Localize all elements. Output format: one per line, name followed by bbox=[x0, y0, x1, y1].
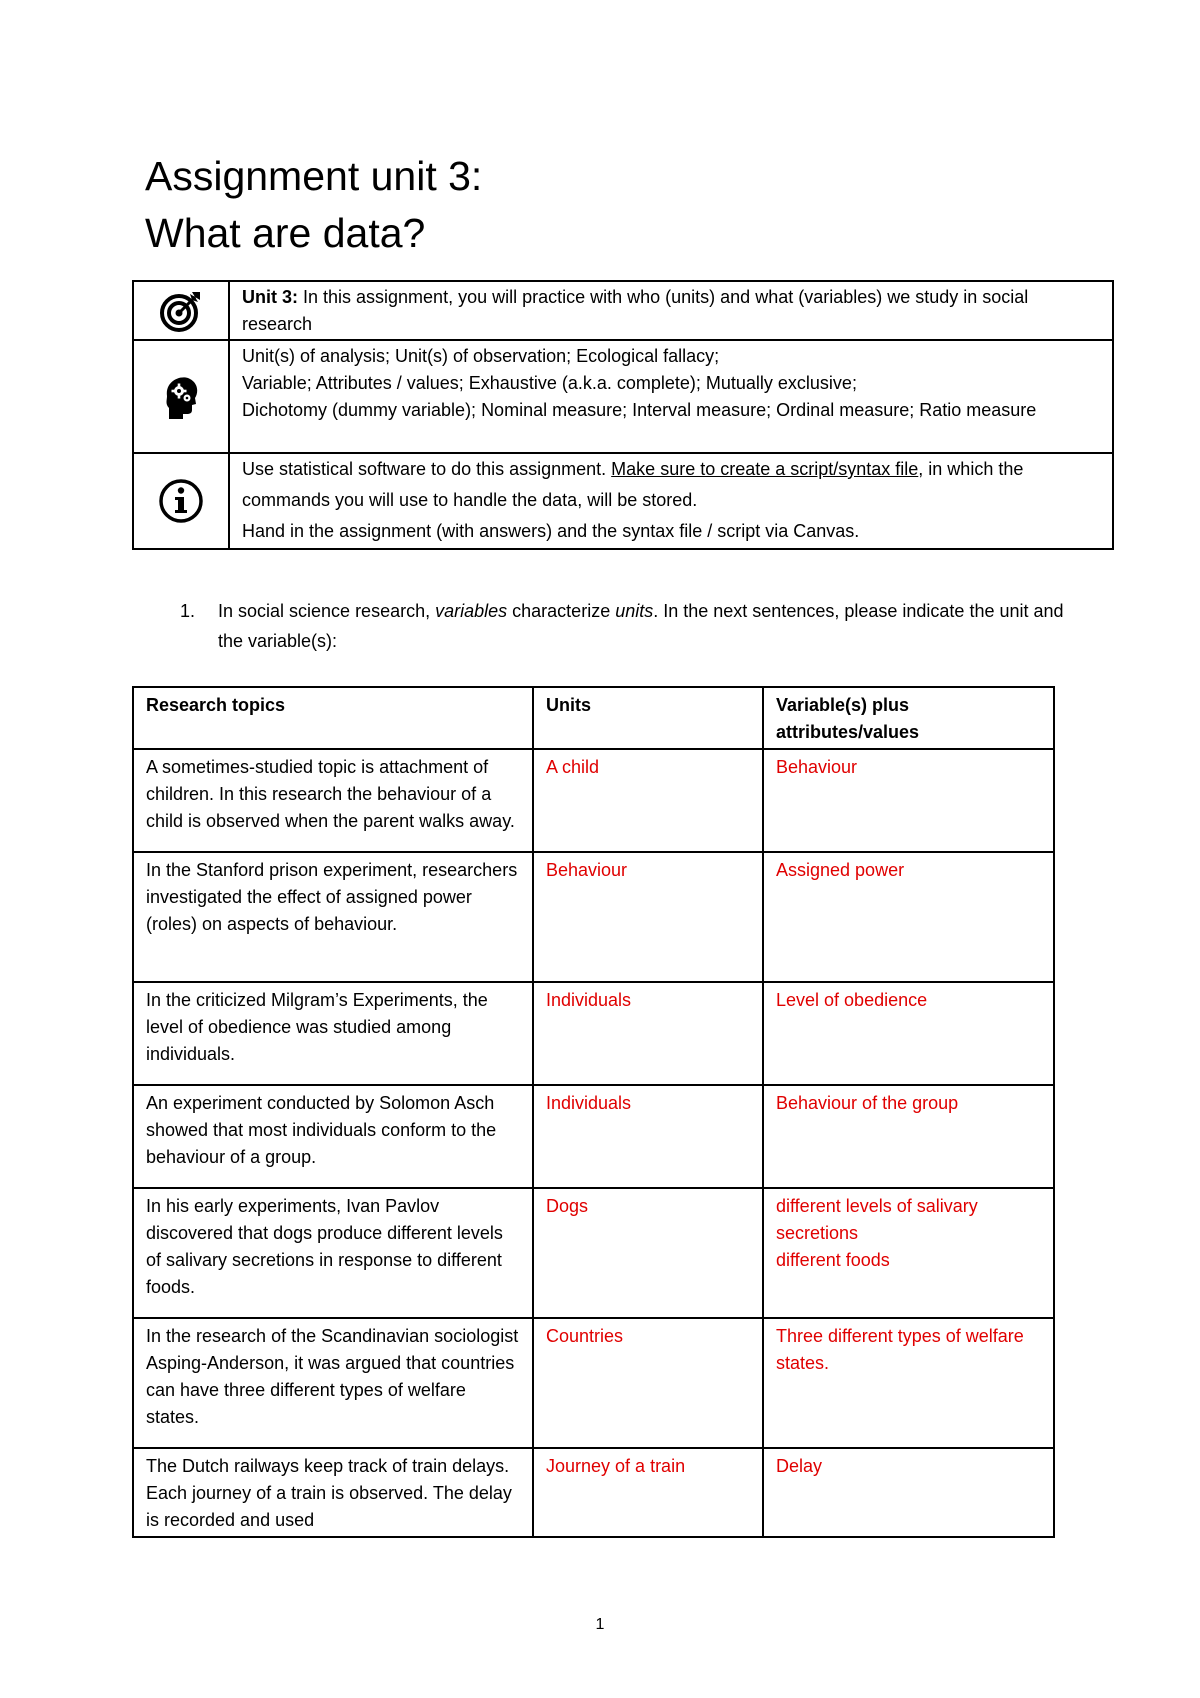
topic-cell: In the research of the Scandinavian sociologist Asping-Anderson, it was argued that countries can have three different types of welfare states. bbox=[133, 1318, 533, 1448]
question-1 bbox=[180, 596, 1080, 656]
header-units: Units bbox=[533, 687, 763, 749]
target-icon bbox=[159, 289, 203, 333]
table-row bbox=[133, 1085, 1054, 1188]
key-concepts bbox=[229, 340, 1113, 453]
instructions bbox=[229, 453, 1113, 549]
page-title bbox=[145, 148, 482, 262]
icon-cell bbox=[133, 453, 229, 549]
variable-answer-cell: Behaviour of the group bbox=[763, 1085, 1054, 1188]
question-part-2: characterize bbox=[507, 601, 616, 621]
variable-answer-cell: Behaviour bbox=[763, 749, 1054, 852]
instructions-line-1 bbox=[242, 454, 1100, 516]
unit-description-text: In this assignment, you will practice with who (units) and what (variables) we study in social research bbox=[242, 287, 1029, 334]
variable-answer-cell: Level of obedience bbox=[763, 982, 1054, 1085]
instructions-text-before: Use statistical software to do this assignment. bbox=[242, 459, 612, 479]
unit-label: Unit 3: bbox=[242, 287, 298, 307]
info-icon bbox=[158, 478, 204, 524]
variable-answer-cell: Delay bbox=[763, 1448, 1054, 1537]
unit-answer-cell: Countries bbox=[533, 1318, 763, 1448]
table-row bbox=[133, 852, 1054, 982]
unit-description bbox=[229, 281, 1113, 340]
topic-cell: In the criticized Milgram’s Experiments, the level of obedience was studied among individuals. bbox=[133, 982, 533, 1085]
question-italic-variables: variables bbox=[435, 601, 508, 621]
icon-cell bbox=[133, 340, 229, 453]
question-part-3: . In the next sentences, please indicate the unit and the variable(s): bbox=[218, 601, 1064, 651]
icon-cell bbox=[133, 281, 229, 340]
instructions-text-after: , in which the commands you will use to handle the data, will be stored. bbox=[242, 459, 1024, 510]
unit-answer-cell: Journey of a train bbox=[533, 1448, 763, 1537]
variable-answer-line: different levels of salivary secretions bbox=[776, 1196, 978, 1243]
variable-answer-line: different foods bbox=[776, 1250, 890, 1270]
page-number: 1 bbox=[595, 1616, 605, 1633]
question-italic-units: units bbox=[615, 601, 654, 621]
title-line-2: What are data? bbox=[145, 210, 426, 256]
variable-answer-cell bbox=[763, 1188, 1054, 1318]
concepts-line-3: Dichotomy (dummy variable); Nominal measure; Interval measure; Ordinal measure; Ratio measure bbox=[242, 400, 1037, 420]
research-table bbox=[132, 686, 1055, 1538]
table-header-row bbox=[133, 687, 1054, 749]
header-variables: Variable(s) plus attributes/values bbox=[763, 687, 1054, 749]
table-row bbox=[133, 749, 1054, 852]
variable-answer-cell: Three different types of welfare states. bbox=[763, 1318, 1054, 1448]
question-number: 1. bbox=[180, 601, 196, 621]
table-row bbox=[133, 1318, 1054, 1448]
unit-answer-cell: Behaviour bbox=[533, 852, 763, 982]
table-row bbox=[133, 1448, 1054, 1537]
question-part-1: In social science research, bbox=[218, 601, 436, 621]
header-research-topics: Research topics bbox=[133, 687, 533, 749]
topic-cell: In his early experiments, Ivan Pavlov discovered that dogs produce different levels of salivary secretions in response to different foods. bbox=[133, 1188, 533, 1318]
head-gears-icon bbox=[161, 374, 201, 420]
question-text bbox=[218, 596, 1080, 656]
title-line-1: Assignment unit 3: bbox=[145, 153, 483, 199]
topic-cell: An experiment conducted by Solomon Asch showed that most individuals conform to the behaviour of a group. bbox=[133, 1085, 533, 1188]
variable-answer-cell: Assigned power bbox=[763, 852, 1054, 982]
unit-answer-cell: Individuals bbox=[533, 1085, 763, 1188]
topic-cell: The Dutch railways keep track of train delays. Each journey of a train is observed. The delay is recorded and used bbox=[133, 1448, 533, 1537]
concepts-line-2: Variable; Attributes / values; Exhaustive (a.k.a. complete); Mutually exclusive; bbox=[242, 373, 857, 393]
instructions-line-2: Hand in the assignment (with answers) and the syntax file / script via Canvas. bbox=[242, 521, 860, 541]
concepts-line-1: Unit(s) of analysis; Unit(s) of observation; Ecological fallacy; bbox=[242, 346, 720, 366]
unit-answer-cell: Dogs bbox=[533, 1188, 763, 1318]
unit-answer-cell: Individuals bbox=[533, 982, 763, 1085]
topic-cell: In the Stanford prison experiment, researchers investigated the effect of assigned power (roles) on aspects of behaviour. bbox=[133, 852, 533, 982]
table-row bbox=[133, 1188, 1054, 1318]
info-table bbox=[132, 280, 1114, 550]
unit-answer-cell: A child bbox=[533, 749, 763, 852]
topic-cell: A sometimes-studied topic is attachment of children. In this research the behaviour of a child is observed when the parent walks away. bbox=[133, 749, 533, 852]
instructions-underlined: Make sure to create a script/syntax file bbox=[611, 459, 919, 479]
table-row bbox=[133, 982, 1054, 1085]
